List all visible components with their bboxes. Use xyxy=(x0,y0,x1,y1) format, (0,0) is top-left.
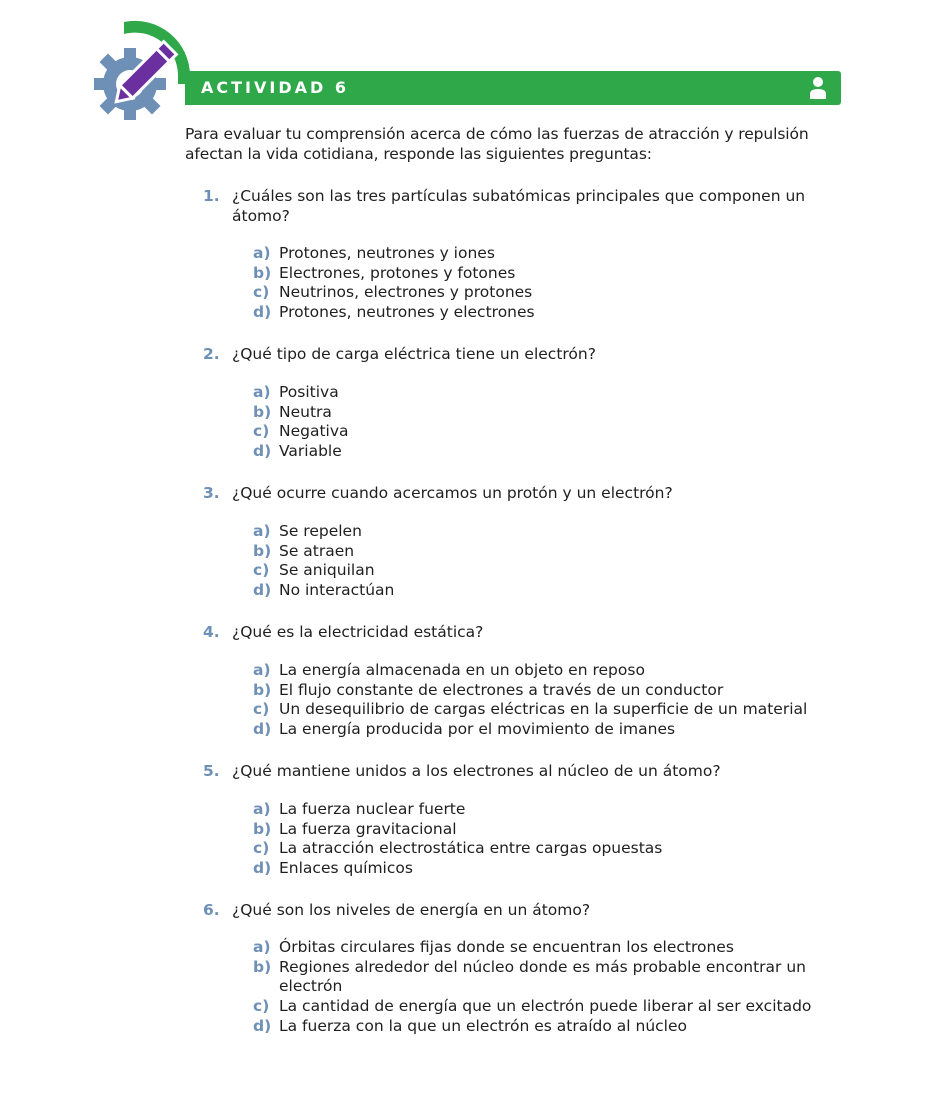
options-5 xyxy=(253,800,853,879)
option-text: Se aniquilan xyxy=(279,561,375,580)
option-letter: a) xyxy=(253,800,271,818)
options-2 xyxy=(253,383,853,462)
option-text: Electrones, protones y fotones xyxy=(279,263,516,282)
option-a xyxy=(253,938,853,958)
question-number: 4. xyxy=(203,623,220,641)
option-d xyxy=(253,720,853,740)
option-letter: c) xyxy=(253,283,270,302)
option-a xyxy=(253,522,853,542)
option-text: Negativa xyxy=(279,422,349,441)
option-text: Protones, neutrones y electrones xyxy=(279,303,535,322)
option-text: La fuerza nuclear fuerte xyxy=(279,800,466,818)
option-text: No interactúan xyxy=(279,581,395,600)
options-1 xyxy=(253,244,853,323)
option-letter: d) xyxy=(253,581,272,600)
option-text: Neutra xyxy=(279,402,332,421)
option-letter: d) xyxy=(253,303,272,322)
question-number: 3. xyxy=(203,484,220,502)
option-letter: b) xyxy=(253,263,272,282)
options-4 xyxy=(253,661,853,740)
option-c xyxy=(253,561,853,581)
option-d xyxy=(253,442,853,462)
option-letter: c) xyxy=(253,561,270,580)
option-text: Neutrinos, electrones y protones xyxy=(279,283,533,302)
option-text: Un desequilibrio de cargas eléctricas en la superficie de un material xyxy=(279,700,808,719)
question-text: ¿Cuáles son las tres partículas subatómicas principales que componen un átomo? xyxy=(232,187,806,225)
question-number: 2. xyxy=(203,345,220,363)
activity-title: ACTIVIDAD 6 xyxy=(201,78,349,97)
option-letter: a) xyxy=(253,938,271,956)
option-c xyxy=(253,700,853,720)
option-text: La energía almacenada en un objeto en reposo xyxy=(279,661,645,679)
option-letter: d) xyxy=(253,859,272,878)
option-text: Órbitas circulares fijas donde se encuentran los electrones xyxy=(279,938,734,956)
option-a xyxy=(253,800,853,820)
question-text: ¿Qué son los niveles de energía en un átomo? xyxy=(232,901,591,919)
option-d xyxy=(253,303,853,323)
option-text: Positiva xyxy=(279,383,339,401)
question-text: ¿Qué ocurre cuando acercamos un protón y un electrón? xyxy=(232,484,673,502)
option-c xyxy=(253,283,853,303)
option-c xyxy=(253,839,853,859)
option-letter: c) xyxy=(253,422,270,441)
question-number: 6. xyxy=(203,901,220,919)
option-letter: d) xyxy=(253,1016,272,1035)
option-b xyxy=(253,820,853,840)
option-text: La cantidad de energía que un electrón puede liberar al ser excitado xyxy=(279,997,812,1016)
question-number: 1. xyxy=(203,187,220,205)
option-letter: d) xyxy=(253,442,272,461)
option-letter: b) xyxy=(253,680,272,699)
option-letter: c) xyxy=(253,997,270,1016)
option-d xyxy=(253,1017,853,1037)
option-b xyxy=(253,403,853,423)
intro-paragraph: Para evaluar tu comprensión acerca de cómo las fuerzas de atracción y repulsión afectan la vida cotidiana, responde las siguientes preguntas: xyxy=(185,125,809,163)
option-text: Se repelen xyxy=(279,522,362,540)
option-text: Regiones alrededor del núcleo donde es más probable encontrar un electrón xyxy=(279,957,806,996)
option-b xyxy=(253,681,853,701)
option-letter: a) xyxy=(253,522,271,540)
option-text: La fuerza con la que un electrón es atraído al núcleo xyxy=(279,1016,688,1035)
option-a xyxy=(253,383,853,403)
option-c xyxy=(253,422,853,442)
question-number: 5. xyxy=(203,762,220,780)
option-c xyxy=(253,997,853,1017)
options-3 xyxy=(253,522,853,601)
option-letter: c) xyxy=(253,700,270,719)
option-b xyxy=(253,264,853,284)
option-b xyxy=(253,958,853,997)
option-d xyxy=(253,859,853,879)
option-d xyxy=(253,581,853,601)
option-letter: d) xyxy=(253,720,272,739)
option-text: Se atraen xyxy=(279,541,355,560)
option-text: El flujo constante de electrones a través de un conductor xyxy=(279,680,724,699)
option-letter: b) xyxy=(253,819,272,838)
option-text: Enlaces químicos xyxy=(279,859,413,878)
option-text: Variable xyxy=(279,442,342,461)
option-letter: c) xyxy=(253,839,270,858)
option-letter: b) xyxy=(253,541,272,560)
option-letter: b) xyxy=(253,957,272,976)
question-text: ¿Qué tipo de carga eléctrica tiene un electrón? xyxy=(232,345,596,363)
question-text: ¿Qué es la electricidad estática? xyxy=(232,623,484,641)
option-letter: a) xyxy=(253,661,271,679)
option-text: La energía producida por el movimiento de imanes xyxy=(279,720,676,739)
option-b xyxy=(253,542,853,562)
option-a xyxy=(253,661,853,681)
question-text: ¿Qué mantiene unidos a los electrones al núcleo de un átomo? xyxy=(232,762,721,780)
option-letter: a) xyxy=(253,383,271,401)
option-text: La fuerza gravitacional xyxy=(279,819,457,838)
option-text: La atracción electrostática entre cargas opuestas xyxy=(279,839,663,858)
option-a xyxy=(253,244,853,264)
option-letter: b) xyxy=(253,402,272,421)
options-6 xyxy=(253,938,853,1036)
option-text: Protones, neutrones y iones xyxy=(279,244,495,262)
option-letter: a) xyxy=(253,244,271,262)
